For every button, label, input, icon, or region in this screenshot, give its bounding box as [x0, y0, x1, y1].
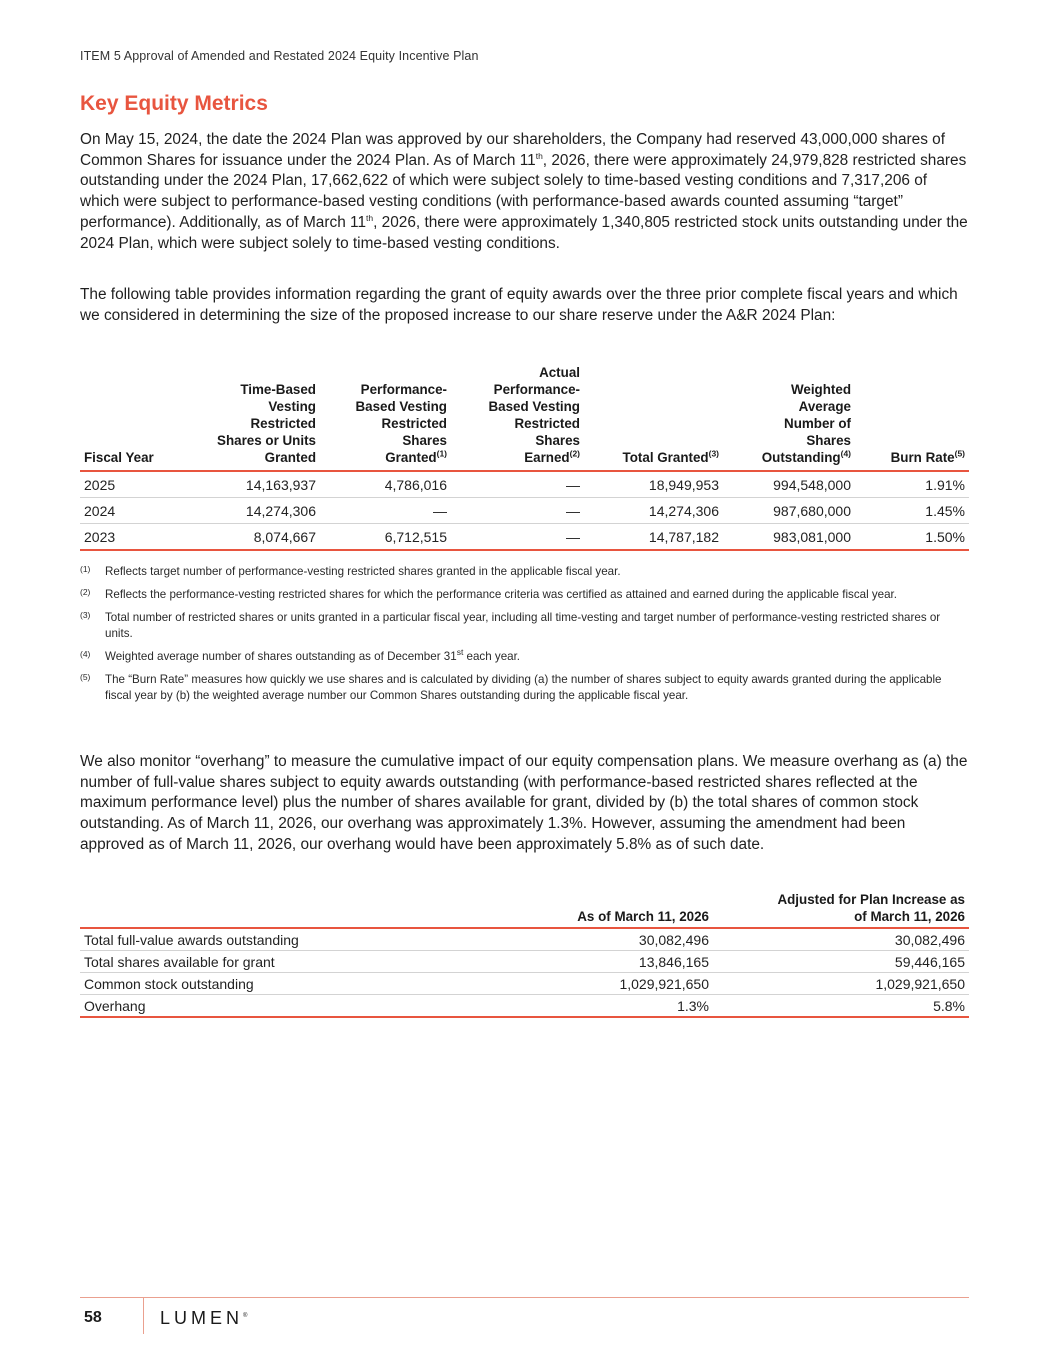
- table-cell: 983,081,000: [723, 524, 855, 551]
- footnote-mark: (2): [80, 587, 91, 597]
- table-cell: 5.8%: [713, 995, 969, 1018]
- table-body: [80, 471, 969, 550]
- text-run: On May 15, 2024, the date the 2024 Plan was approved by our shareholders, the Company had reserved 43,000,000 shares of Common Shares for issuance under the 2024 Plan. As of March 11: [80, 131, 946, 169]
- table-header-row: [80, 364, 969, 471]
- column-header: [451, 364, 584, 471]
- table-row: [80, 951, 969, 973]
- table-cell: Total shares available for grant: [80, 951, 460, 973]
- table-cell: 6,712,515: [320, 524, 451, 551]
- table-cell: —: [451, 498, 584, 524]
- header-line: Outstanding: [761, 450, 841, 465]
- column-header: [320, 364, 451, 471]
- lumen-logo: [160, 1308, 247, 1329]
- superscript: th: [366, 212, 374, 223]
- table-header-row: [80, 891, 969, 928]
- header-line: Fiscal Year: [84, 450, 154, 465]
- footnote: [80, 564, 969, 580]
- header-line: Total Granted: [622, 450, 709, 465]
- footnote: [80, 649, 969, 665]
- footnote-mark: (5): [80, 672, 91, 682]
- header-line: Time-Based: [240, 382, 316, 397]
- table-intro-paragraph: The following table provides information regarding the grant of equity awards over the three prior complete fiscal years and which we considered in determining the size of the proposed increase to our share reserve under the A&R 2024 Plan:: [80, 286, 958, 324]
- footnote-text: Total number of restricted shares or units granted in a particular fiscal year, including all time-vesting and target number of performance-vesting restricted shares or units.: [105, 611, 941, 640]
- table-cell: Common stock outstanding: [80, 973, 460, 995]
- column-header: [80, 891, 460, 928]
- header-line: Weighted: [790, 382, 851, 397]
- footnote-text: Reflects target number of performance-vesting restricted shares granted in the applicable fiscal year.: [105, 565, 621, 578]
- column-header: [190, 364, 320, 471]
- header-line: Shares or Units: [217, 433, 316, 448]
- header-line: Earned: [524, 450, 570, 465]
- footer-divider: [143, 1298, 144, 1334]
- table-cell: 59,446,165: [713, 951, 969, 973]
- footnote-text: st: [456, 647, 464, 658]
- table-cell: 1.3%: [460, 995, 713, 1018]
- registered-mark: ®: [243, 1313, 248, 1319]
- table-cell: 14,274,306: [190, 498, 320, 524]
- burn-rate-table: [80, 364, 969, 551]
- column-header: As of March 11, 2026: [577, 909, 709, 924]
- table-row: [80, 928, 969, 951]
- table-cell: 30,082,496: [460, 928, 713, 951]
- header-line: Performance-: [493, 382, 580, 397]
- column-header: Adjusted for Plan Increase as of March 11, 2026: [777, 892, 965, 924]
- table-cell: 8,074,667: [190, 524, 320, 551]
- header-line: Based Vesting: [488, 399, 580, 414]
- table-row: [80, 498, 969, 524]
- header-line: Burn Rate: [890, 450, 955, 465]
- footnote-ref: (2): [569, 448, 580, 459]
- column-header: [855, 364, 969, 471]
- footnote-text: each year.: [463, 650, 521, 663]
- table-cell: Total full-value awards outstanding: [80, 928, 460, 951]
- overhang-paragraph: We also monitor “overhang” to measure the cumulative impact of our equity compensation plans. We measure overhang as (a) the number of full-value shares subject to equity awards outstanding (with performance-based restricted shares reflected at the maximum performance level) plus the number of shares available for grant, divided by (b) the total shares of common stock outstanding. As of March 11, 2026, our overhang was approximately 1.3%. However, assuming the amendment had been approved as of March 11, 2026, our overhang would have been approximately 5.8% as of such date.: [80, 753, 968, 853]
- table-cell: 2023: [80, 524, 190, 551]
- footnote-mark: (1): [80, 564, 91, 574]
- header-line: Actual: [539, 365, 580, 380]
- footnote-mark: (3): [80, 610, 91, 620]
- intro-paragraph: [80, 130, 969, 254]
- text-run: , 2026, there were approximately 24,979,828 restricted shares outstanding under the 2024 Plan, 17,662,622 of which were subject solely to time-based vesting conditions and 7,317,206 of which were subject to performance-based vesting conditions (with performance-based awards counted assuming “target” performance). Additionally, as of March 11: [80, 151, 967, 231]
- table-cell: 994,548,000: [723, 471, 855, 498]
- header-line: Shares: [402, 433, 447, 448]
- table-cell: 30,082,496: [713, 928, 969, 951]
- table-row: [80, 995, 969, 1018]
- table-cell: 14,787,182: [584, 524, 723, 551]
- footnote-ref: (1): [436, 448, 447, 459]
- footnote-ref: (5): [954, 448, 965, 459]
- table-row: [80, 471, 969, 498]
- table-cell: Overhang: [80, 995, 460, 1018]
- table-cell: 1.50%: [855, 524, 969, 551]
- table-cell: 2025: [80, 471, 190, 498]
- table-cell: 1,029,921,650: [460, 973, 713, 995]
- footnotes: [80, 564, 969, 711]
- table-cell: —: [451, 524, 584, 551]
- footnote-text: Reflects the performance-vesting restricted shares for which the performance criteria was certified as attained and earned during the applicable fiscal year.: [105, 588, 897, 601]
- footnote: [80, 610, 969, 642]
- header-line: Number of: [784, 416, 851, 431]
- header-line: Restricted: [514, 416, 580, 431]
- table-cell: 14,163,937: [190, 471, 320, 498]
- header-line: Performance-: [360, 382, 447, 397]
- table-cell: 13,846,165: [460, 951, 713, 973]
- table-cell: 14,274,306: [584, 498, 723, 524]
- footer-rule: [80, 1297, 969, 1298]
- footnote: [80, 672, 969, 704]
- section-title: Key Equity Metrics: [80, 92, 268, 115]
- table-cell: —: [451, 471, 584, 498]
- header-line: Granted: [385, 450, 437, 465]
- footnote-text: The “Burn Rate” measures how quickly we use shares and is calculated by dividing (a) the number of shares subject to equity awards granted during the applicable fiscal year by (b) the weighted average number our Common Shares outstanding during the applicable fiscal year.: [105, 673, 942, 702]
- table-row: [80, 973, 969, 995]
- table-cell: 4,786,016: [320, 471, 451, 498]
- superscript: th: [535, 150, 543, 161]
- page-number: 58: [84, 1309, 102, 1326]
- header-line: Restricted: [250, 416, 316, 431]
- table-cell: 1,029,921,650: [713, 973, 969, 995]
- footnote-ref: (4): [840, 448, 851, 459]
- table-cell: 18,949,953: [584, 471, 723, 498]
- footnote: [80, 587, 969, 603]
- header-line: Average: [798, 399, 851, 414]
- header-line: Based Vesting: [355, 399, 447, 414]
- column-header: [584, 364, 723, 471]
- table-row: [80, 524, 969, 551]
- header-line: Restricted: [381, 416, 447, 431]
- footnote-text: Weighted average number of shares outstanding as of December 31: [105, 650, 457, 663]
- table-cell: 1.45%: [855, 498, 969, 524]
- table-cell: 2024: [80, 498, 190, 524]
- header-line: Shares: [535, 433, 580, 448]
- column-header: [723, 364, 855, 471]
- footnote-mark: (4): [80, 649, 91, 659]
- table-body: [80, 928, 969, 1017]
- text-run: , 2026, there were approximately 1,340,805 restricted stock units outstanding under the 2024 Plan, which were subject solely to time-based vesting conditions.: [80, 213, 968, 252]
- logo-text: LUMEN: [160, 1308, 244, 1328]
- header-line: Granted: [264, 450, 316, 465]
- table-cell: —: [320, 498, 451, 524]
- table-cell: 1.91%: [855, 471, 969, 498]
- running-head: ITEM 5 Approval of Amended and Restated 2024 Equity Incentive Plan: [80, 49, 479, 63]
- header-line: Shares: [806, 433, 851, 448]
- table-cell: 987,680,000: [723, 498, 855, 524]
- header-line: Vesting: [268, 399, 316, 414]
- overhang-table: [80, 891, 969, 1018]
- footnote-ref: (3): [708, 448, 719, 459]
- column-header: [80, 364, 190, 471]
